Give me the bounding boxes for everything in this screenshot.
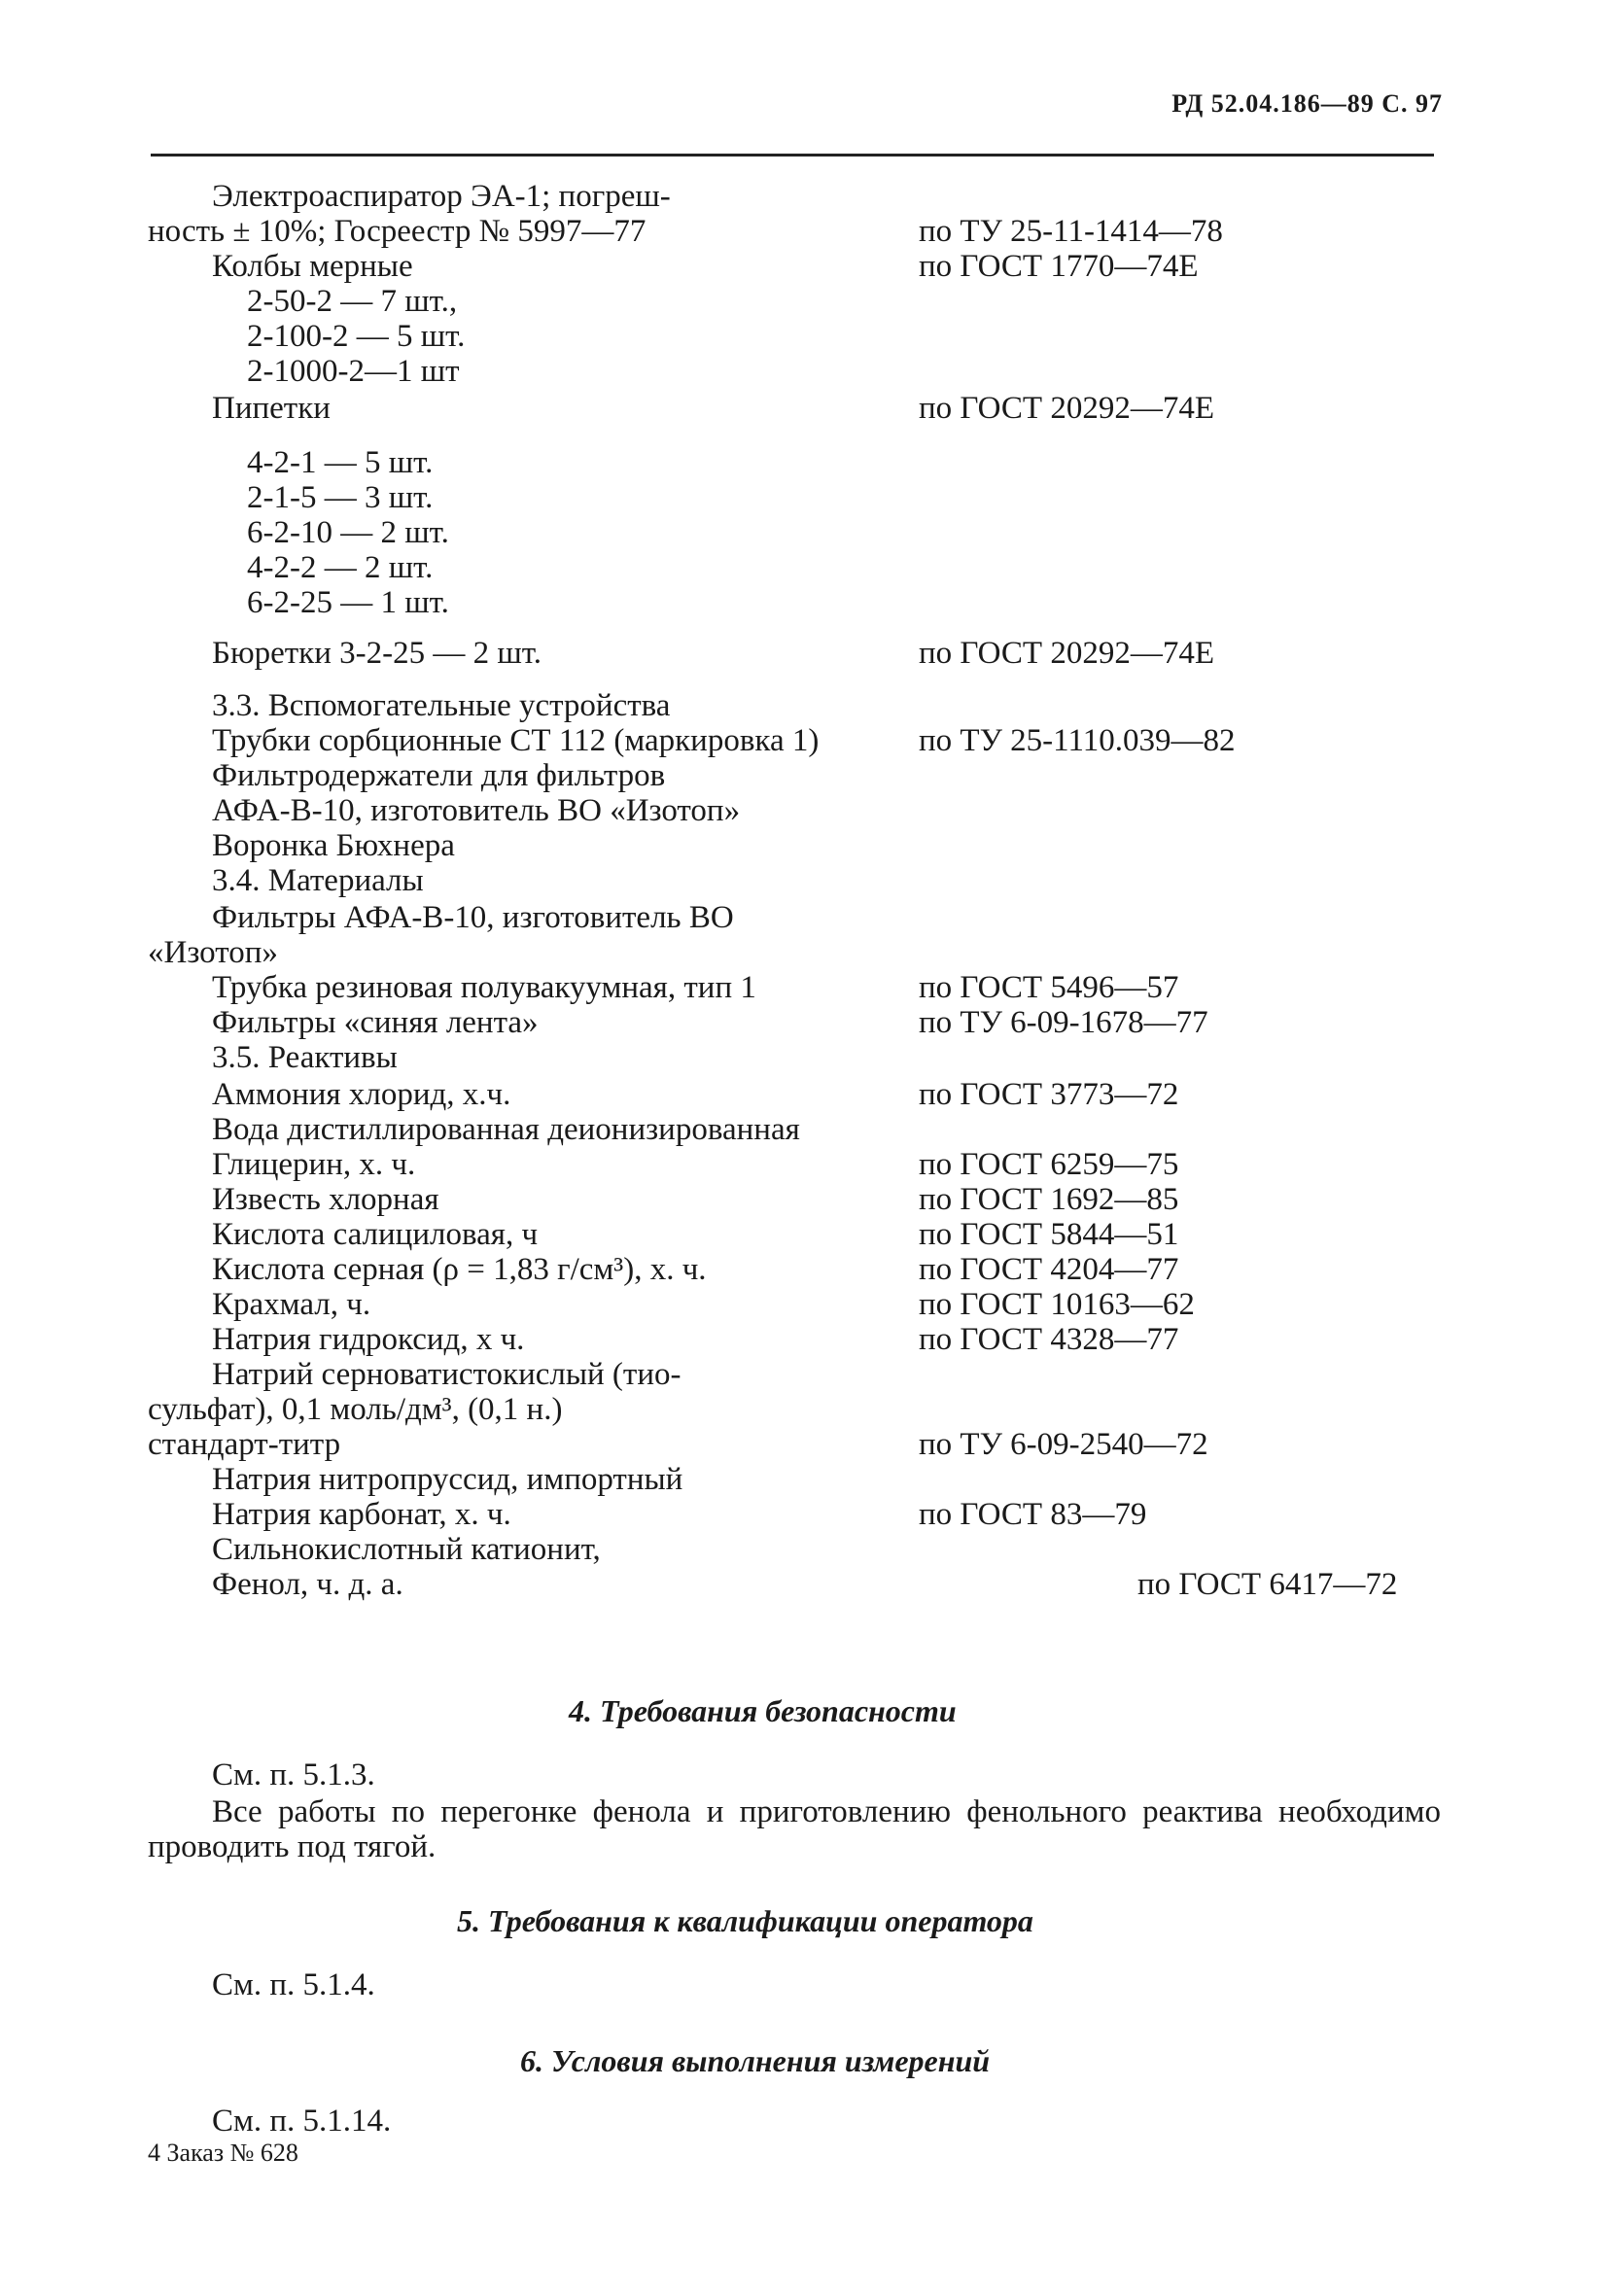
list-item-label: Натрия нитропруссид, импортный: [212, 1462, 683, 1497]
list-item-label: Пипетки: [212, 391, 331, 426]
list-item-label: ность ± 10%; Госреестр № 5997—77: [148, 214, 647, 249]
page-header: РД 52.04.186—89 С. 97: [1171, 89, 1443, 118]
list-item-standard: по ГОСТ 1692—85: [919, 1182, 1179, 1217]
list-item-standard: по ГОСТ 10163—62: [919, 1287, 1195, 1322]
list-item-standard: по ГОСТ 5844—51: [919, 1217, 1179, 1252]
list-item-label: 3.3. Вспомогательные устройства: [212, 688, 671, 723]
page-footer: 4 Заказ № 628: [148, 2139, 298, 2167]
list-item-standard: по ГОСТ 6259—75: [919, 1147, 1179, 1182]
list-item-label: 2-100-2 — 5 шт.: [247, 319, 466, 354]
list-item-label: Натрия карбонат, х. ч.: [212, 1497, 511, 1532]
list-item-standard: по ГОСТ 4204—77: [919, 1252, 1179, 1287]
section-6-title: 6. Условия выполнения измерений: [520, 2043, 991, 2078]
list-item-label: 4-2-2 — 2 шт.: [247, 550, 434, 585]
section-4-title: 4. Требования безопасности: [569, 1693, 957, 1728]
list-item-label: Вода дистиллированная деионизированная: [212, 1112, 800, 1147]
section-6-ref: См. п. 5.1.14.: [212, 2104, 392, 2139]
list-item-label: Сильнокислотный катионит,: [212, 1532, 601, 1567]
list-item-label: Бюретки 3-2-25 — 2 шт.: [212, 636, 542, 671]
list-item-standard: по ТУ 25-1110.039—82: [919, 723, 1236, 758]
list-item-label: Фильтры АФА-В-10, изготовитель ВО: [212, 900, 734, 935]
list-item-standard: по ГОСТ 5496—57: [919, 970, 1179, 1005]
list-item-label: 2-1000-2—1 шт: [247, 354, 460, 389]
list-item-label: Трубка резиновая полувакуумная, тип 1: [212, 970, 756, 1005]
list-item-label: «Изотоп»: [148, 935, 278, 970]
list-item-label: 2-1-5 — 3 шт.: [247, 480, 434, 515]
list-item-label: Трубки сорбционные СТ 112 (маркировка 1): [212, 723, 820, 758]
list-item-label: 3.4. Материалы: [212, 863, 424, 898]
section-5-title: 5. Требования к квалификации оператора: [457, 1903, 1033, 1938]
list-item-standard: по ТУ 6-09-2540—72: [919, 1427, 1208, 1462]
list-item-label: Натрия гидроксид, х ч.: [212, 1322, 525, 1357]
list-item-label: сульфат), 0,1 моль/дм³, (0,1 н.): [148, 1392, 563, 1427]
list-item-label: 3.5. Реактивы: [212, 1040, 398, 1075]
list-item-standard: по ГОСТ 3773—72: [919, 1077, 1179, 1112]
section-4-ref: См. п. 5.1.3.: [212, 1757, 375, 1792]
list-item-label: Фенол, ч. д. а.: [212, 1567, 403, 1602]
list-item-label: Аммония хлорид, х.ч.: [212, 1077, 511, 1112]
list-item-label: Кислота серная (ρ = 1,83 г/см³), х. ч.: [212, 1252, 707, 1287]
list-item-label: Известь хлорная: [212, 1182, 439, 1217]
header-rule: [151, 154, 1434, 157]
list-item-label: Колбы мерные: [212, 249, 413, 284]
list-item-label: 6-2-25 — 1 шт.: [247, 585, 449, 620]
list-item-label: Глицерин, х. ч.: [212, 1147, 416, 1182]
section-5-ref: См. п. 5.1.4.: [212, 1967, 375, 2002]
list-item-label: Крахмал, ч.: [212, 1287, 371, 1322]
list-item-label: Натрий серноватистокислый (тио-: [212, 1357, 682, 1392]
list-item-standard: по ТУ 6-09-1678—77: [919, 1005, 1208, 1040]
list-item-label: Фильтродержатели для фильтров: [212, 758, 666, 793]
phenol-gost: по ГОСТ 6417—72: [1137, 1567, 1398, 1602]
list-item-label: АФА-В-10, изготовитель ВО «Изотоп»: [212, 793, 741, 828]
list-item-label: стандарт-титр: [148, 1427, 341, 1462]
list-item-label: Воронка Бюхнера: [212, 828, 455, 863]
list-item-label: Кислота салициловая, ч: [212, 1217, 539, 1252]
list-item-label: Электроаспиратор ЭА-1; погреш-: [212, 179, 671, 214]
list-item-standard: по ГОСТ 1770—74Е: [919, 249, 1199, 284]
list-item-label: 2-50-2 — 7 шт.,: [247, 284, 458, 319]
list-item-standard: по ТУ 25-11-1414—78: [919, 214, 1223, 249]
list-item-standard: по ГОСТ 4328—77: [919, 1322, 1179, 1357]
list-item-label: Фильтры «синяя лента»: [212, 1005, 539, 1040]
list-item-label: 6-2-10 — 2 шт.: [247, 515, 449, 550]
list-item-standard: по ГОСТ 83—79: [919, 1497, 1147, 1532]
list-item-standard: по ГОСТ 20292—74Е: [919, 636, 1214, 671]
list-item-standard: по ГОСТ 20292—74Е: [919, 391, 1214, 426]
section-4-text: Все работы по перегонке фенола и приготовлению фенольного реактива необходимо проводить под тягой.: [148, 1794, 1441, 1864]
list-item-label: 4-2-1 — 5 шт.: [247, 445, 434, 480]
